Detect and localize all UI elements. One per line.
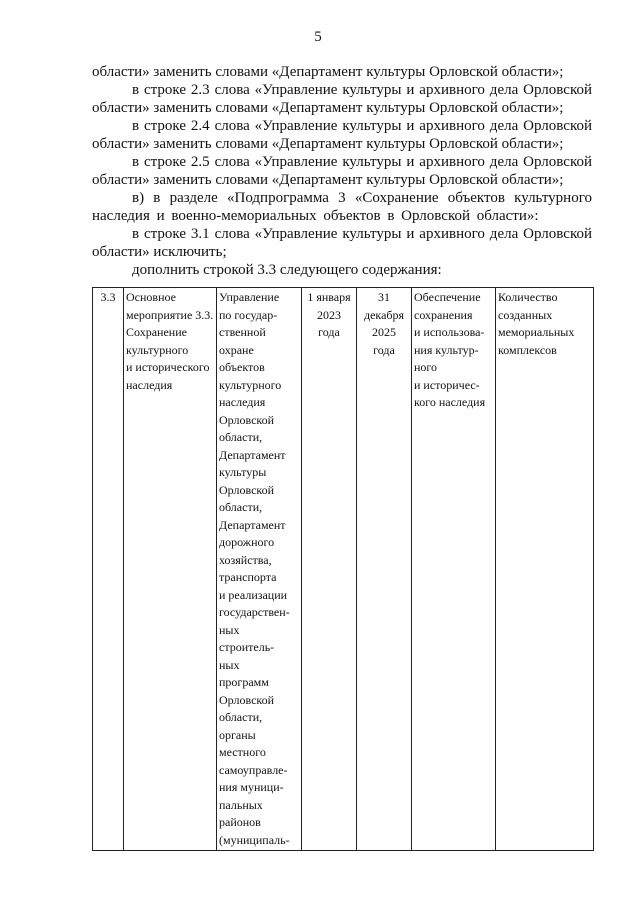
cell-line: области,	[219, 430, 263, 444]
cell-line: ния культур-	[414, 342, 479, 357]
cell-line: наследия	[126, 377, 173, 392]
cell-line: программ	[219, 675, 269, 689]
cell-line: Орловской	[219, 692, 275, 707]
cell-line: 2025	[372, 325, 396, 339]
end-date-cell	[357, 288, 412, 851]
cell-line: культуры	[219, 465, 267, 479]
cell-line: Основное	[126, 290, 176, 304]
cell-line: ных	[219, 657, 240, 672]
cell-line: Сохранение	[126, 325, 187, 339]
cell-line: созданных	[498, 307, 553, 322]
cell-line: комплексов	[498, 342, 557, 357]
cell-line: культурного	[219, 377, 282, 392]
cell-line: 2023	[317, 307, 341, 322]
cell-line: года	[373, 342, 395, 357]
cell-line: пальных	[219, 797, 263, 812]
result-cell	[496, 288, 594, 851]
cell-line: органы	[219, 727, 256, 742]
cell-line: хозяйства,	[219, 552, 272, 567]
cell-line: области,	[219, 710, 263, 724]
cell-line: ного	[414, 360, 438, 374]
cell-line: мероприятие 3.3.	[126, 307, 214, 322]
cell-line: кого наследия	[414, 395, 486, 409]
cell-line: по государ-	[219, 307, 278, 322]
cell-line: охране	[219, 342, 254, 357]
body-text	[92, 63, 592, 279]
executors-cell	[217, 288, 302, 851]
paragraph: в строке 2.5 слова «Управление культуры и архивного дела Орловской области» заменить словами «Департамент культуры Орловской области»;	[92, 154, 592, 188]
paragraph: дополнить строкой 3.3 следующего содержания:	[132, 262, 442, 278]
cell-line: Орловской	[219, 412, 275, 427]
goal-cell	[412, 288, 496, 851]
page-number: 5	[314, 29, 322, 45]
cell-line: государствен-	[219, 605, 290, 619]
cell-line: ных	[219, 622, 240, 637]
cell-line: (муниципаль-	[219, 832, 290, 847]
start-date-cell	[302, 288, 357, 851]
cell-line: Департамент	[219, 517, 286, 532]
cell-line: районов	[219, 815, 261, 829]
cell-line: Департамент	[219, 447, 286, 462]
event-cell	[124, 288, 217, 851]
cell-line: самоуправле-	[219, 762, 288, 777]
cell-line: 31	[378, 290, 390, 304]
cell-line: декабря	[363, 307, 405, 322]
cell-line: и исторического	[126, 360, 210, 374]
cell-line: дорожного	[219, 535, 275, 549]
cell-line: объектов	[219, 360, 265, 374]
cell-line: Управление	[219, 290, 280, 304]
paragraph: в) в разделе «Подпрограмма 3 «Сохранение объектов культурного наследия и военно-мемориальных объектов в Орловской области»:	[92, 190, 592, 224]
paragraph: в строке 2.3 слова «Управление культуры и архивного дела Орловской области» заменить словами «Департамент культуры Орловской области»;	[92, 82, 592, 116]
cell-line: и историчес-	[414, 377, 480, 392]
cell-line: наследия	[219, 395, 266, 409]
cell-line: года	[318, 325, 340, 339]
cell-line: 1 января	[307, 290, 351, 304]
cell-line: и реализации	[219, 587, 288, 602]
cell-line: ственной	[219, 325, 266, 339]
paragraph: области» заменить словами «Департамент культуры Орловской области»;	[92, 64, 564, 80]
cell-line: транспорта	[219, 570, 277, 584]
document-table	[92, 287, 594, 851]
row-number-cell: 3.3	[93, 288, 124, 851]
cell-line: мемориальных	[498, 325, 575, 339]
cell-line: Количество	[498, 290, 558, 304]
cell-line: области,	[219, 500, 263, 514]
cell-line: культурного	[126, 342, 189, 357]
cell-line: и использова-	[414, 325, 485, 339]
cell-line: Обеспечение	[414, 290, 481, 304]
cell-line: Орловской	[219, 482, 275, 497]
paragraph: в строке 2.4 слова «Управление культуры и архивного дела Орловской области» заменить словами «Департамент культуры Орловской области»;	[92, 118, 592, 152]
paragraph: в строке 3.1 слова «Управление культуры и архивного дела Орловской области» исключить;	[92, 226, 592, 260]
cell-line: строитель-	[219, 640, 275, 654]
cell-line: сохранения	[414, 307, 473, 322]
table-row	[93, 288, 594, 851]
cell-line: местного	[219, 745, 266, 759]
cell-line: ния муници-	[219, 780, 284, 794]
